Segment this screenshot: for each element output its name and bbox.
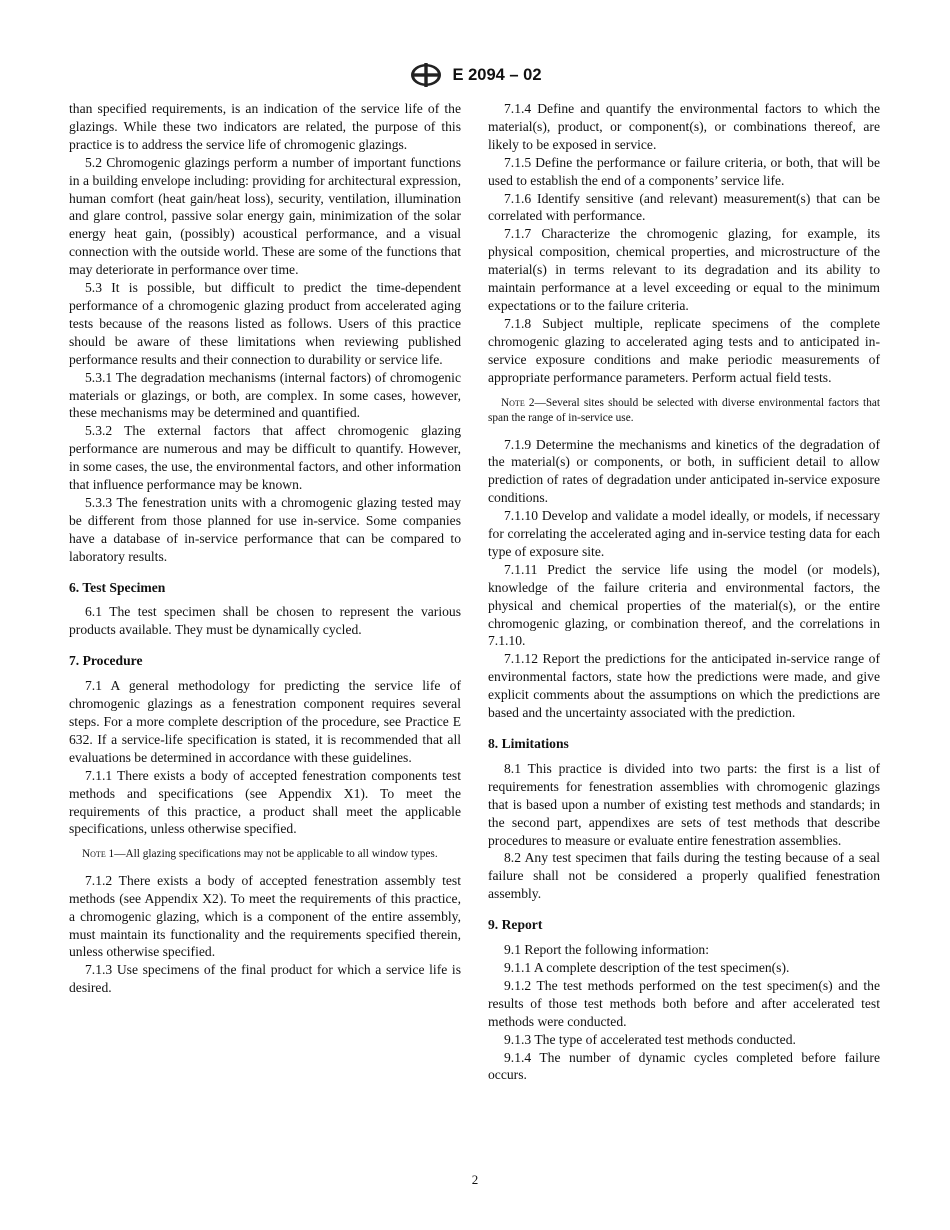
paragraph-7-1-12: 7.1.12 Report the predictions for the anticipated in-service range of environmental factors, state how the predictions were made, and give explicit comments about the assumptions on which the predictions are based and the uncertainty associated with the prediction. [488,651,880,721]
paragraph-9-1-2: 9.1.2 The test methods performed on the test specimen(s) and the results of those test methods both before and after accelerated test methods were conducted. [488,977,880,1029]
note-1 [69,847,461,863]
paragraph-9-1-1: 9.1.1 A complete description of the test specimen(s). [504,959,790,975]
section-heading-report: 9. Report [488,917,543,933]
paragraph-7-1-5: 7.1.5 Define the performance or failure criteria, or both, that will be used to establish the end of a components’ service life. [488,154,880,188]
paragraph: than specified requirements, is an indication of the service life of the glazings. While these two indicators are related, the purpose of this practice is to address the service life of chromogenic glazings. [69,101,461,152]
paragraph-5-3-2: 5.3.2 The external factors that affect chromogenic glazing performance are numerous and may be difficult to quantify. However, in some cases, the use, the environmental factors, and other information that influence performance may be known. [69,423,461,493]
astm-logo-icon [409,62,443,88]
note-text: 2—Several sites should be selected with diverse environmental factors that span the range of in-service use. [488,396,880,424]
standard-designation: E 2094 – 02 [452,65,542,84]
note-label: Note [501,396,525,409]
paragraph-5-3-1: 5.3.1 The degradation mechanisms (internal factors) of chromogenic materials or glazings, or both, are complex. In some cases, however, these mechanisms may be determined and quantified. [69,369,461,421]
section-heading-limitations: 8. Limitations [488,736,569,751]
paragraph-7-1-11: 7.1.11 Predict the service life using the model (or models), knowledge of the failure criteria and environmental factors, the physical and chemical properties of the material(s), or the entire chromogenic glazing, or combination thereof, and the correlations in 7.1.10. [488,561,880,649]
section-heading-procedure: 7. Procedure [69,653,143,669]
paragraph-7-1-9: 7.1.9 Determine the mechanisms and kinetics of the degradation of the material(s) or components, or both, in sufficient detail to allow prediction of rates of degradation under anticipated in-service exposure conditions. [488,436,880,506]
paragraph-5-3-3: 5.3.3 The fenestration units with a chromogenic glazing tested may be different from those planned for use in-service. Some companies have a database of in-service performance that can be compared to laboratory results. [69,494,461,564]
paragraph-7-1-4: 7.1.4 Define and quantify the environmental factors to which the material(s), product, or component(s), or combinations thereof, are likely to be exposed in service. [488,101,880,152]
paragraph-5-3: 5.3 It is possible, but difficult to predict the time-dependent performance of a chromogenic glazing product from accelerated aging tests because of the reasons listed as follows. Users of this practice should be aware of these limitations when reviewing published performance results and their connection to durability or service life. [69,280,461,367]
paragraph-7-1-8: 7.1.8 Subject multiple, replicate specimens of the complete chromogenic glazing to accelerated aging tests and to anticipated in-service exposure conditions and make periodic measurements of appropriate performance parameters. Perform actual field tests. [488,315,880,385]
note-text: 1—All glazing specifications may not be applicable to all window types. [105,848,438,861]
paragraph-9-1: 9.1 Report the following information: [504,942,710,958]
paragraph-9-1-3: 9.1.3 The type of accelerated test methods conducted. [504,1031,796,1047]
paragraph-5-2: 5.2 Chromogenic glazings perform a number of important functions in a building envelope including: providing for architectural expression, human comfort (heat gain/heat loss), security, ventilation, illumination and glare control, passive solar energy gain, minimization of the solar energy heat gain, (possibly) acoustical performance, and a visual connection with the outside world. These are some of the functions that may deteriorate in performance over time. [69,154,461,278]
left-column [69,100,461,997]
paragraph-7-1-1: 7.1.1 There exists a body of accepted fenestration components test methods and specifications (see Appendix X1). To meet the requirements of this practice, a product shall meet the applicable specifications, unless otherwise specified. [69,767,461,837]
paragraph-8-2: 8.2 Any test specimen that fails during the testing because of a seal failure shall not be considered a properly qualified fenestration assembly. [488,850,880,902]
section-heading-test-specimen: 6. Test Specimen [69,579,166,595]
note-2 [488,396,880,427]
paragraph-7-1-3: 7.1.3 Use specimens of the final product for which a service life is desired. [69,962,461,996]
paragraph-8-1: 8.1 This practice is divided into two parts: the first is a list of requirements for fenestration assemblies with chromogenic glazings that is based upon a number of existing test methods and standards; in the second part, appendixes are sets of test methods that describe procedures to measure or evaluate entire fenestration assemblies. [488,760,880,848]
paragraph-7-1-6: 7.1.6 Identify sensitive (and relevant) measurement(s) that can be correlated with performance. [488,190,880,224]
right-column [488,100,880,1084]
paragraph-6-1: 6.1 The test specimen shall be chosen to represent the various products available. They must be dynamically cycled. [69,604,461,638]
paragraph-7-1: 7.1 A general methodology for predicting the service life of chromogenic glazings as a fenestration component requires several steps. For a more complete description of the procedure, see Practice E 632. If a service-life specification is stated, it is recommended that all evaluations be determined in accordance with these guidelines. [69,678,461,765]
page-number: 2 [471,1172,479,1187]
paragraph-7-1-10: 7.1.10 Develop and validate a model ideally, or models, if necessary for correlating the accelerated aging and in-service testing data for each type of exposure site. [488,508,880,559]
paragraph-9-1-4: 9.1.4 The number of dynamic cycles completed before failure occurs. [488,1049,880,1083]
page-header [0,62,950,88]
note-label: Note [82,848,106,861]
paragraph-7-1-2: 7.1.2 There exists a body of accepted fenestration assembly test methods (see Appendix X2). To meet the requirements of this practice, a chromogenic glazing, which is a component of the entire assembly, must maintain its functionality and the requirements specified therein, unless otherwise specified. [69,872,461,960]
paragraph-7-1-7: 7.1.7 Characterize the chromogenic glazing, for example, its physical composition, chemical properties, and microstructure of the material(s) in terms relevant to its degradation and its ability to maintain performance at a level exceeding or equal to the minimum expectations or to the failure criteria. [488,226,880,313]
